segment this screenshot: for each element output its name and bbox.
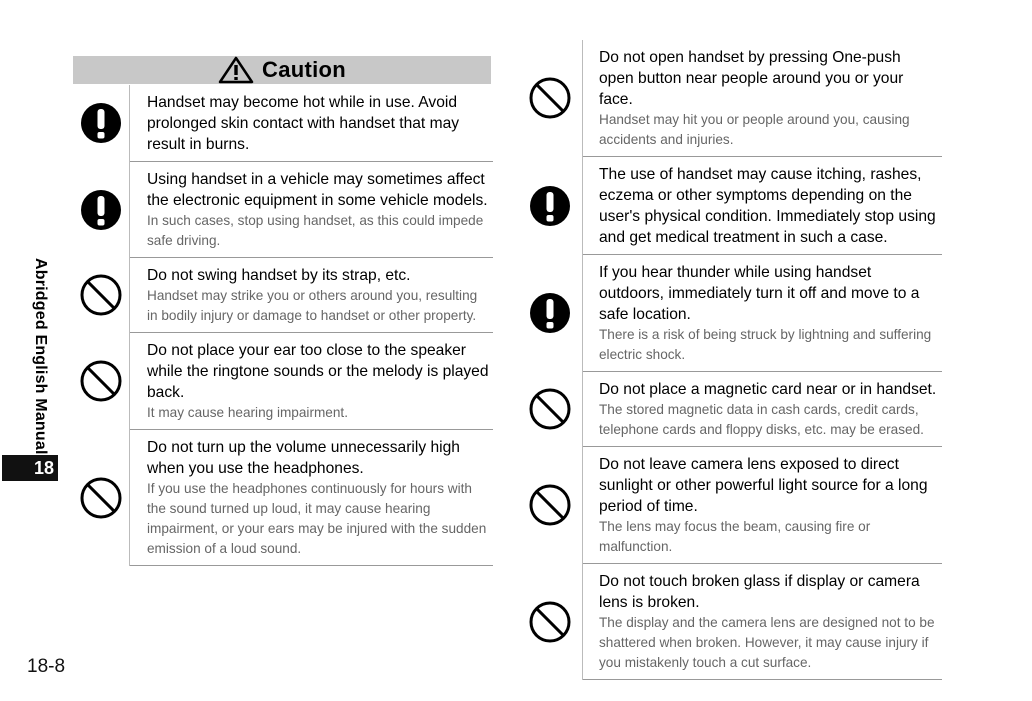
caution-item-detail: Handset may hit you or people around you, causing accidents and injuries.: [599, 112, 910, 147]
caution-item-detail: Handset may strike you or others around you, resulting in bodily injury or damage to handset or other property.: [147, 288, 478, 323]
caution-item-heading: If you hear thunder while using handset outdoors, immediately turn it off and move to a safe location.: [599, 264, 920, 323]
chapter-tab: 18: [2, 455, 58, 481]
prohibited-icon: [528, 76, 572, 120]
caution-item-heading: Do not place your ear too close to the speaker while the ringtone sounds or the melody is played back.: [147, 342, 489, 401]
prohibited-icon: [528, 600, 572, 644]
caution-item: [583, 157, 942, 255]
prohibited-icon: [528, 483, 572, 527]
caution-item: [130, 85, 493, 162]
caution-item-detail: The stored magnetic data in cash cards, credit cards, telephone cards and floppy disks, etc. may be erased.: [599, 402, 924, 437]
caution-item: [583, 255, 942, 372]
left-rows: [129, 85, 493, 566]
caution-item-heading: The use of handset may cause itching, rashes, eczema or other symptoms depending on the user's physical condition. Immediately stop using and get medical treatment in such a case.: [599, 166, 936, 246]
right-column: [522, 40, 942, 680]
caution-item-detail: The lens may focus the beam, causing fire or malfunction.: [599, 519, 871, 554]
caution-item-heading: Do not turn up the volume unnecessarily high when you use the headphones.: [147, 439, 460, 477]
prohibited-icon: [79, 273, 123, 317]
caution-item-detail: If you use the headphones continuously for hours with the sound turned up loud, it may cause hearing impairment, or your ears may be injured with the sudden emission of a loud sound.: [147, 481, 487, 556]
caution-item-detail: There is a risk of being struck by lightning and suffering electric shock.: [599, 327, 932, 362]
prohibited-icon: [528, 387, 572, 431]
caution-item: [583, 372, 942, 447]
caution-item-heading: Handset may become hot while in use. Avoid prolonged skin contact with handset that may result in burns.: [147, 94, 460, 153]
page-number: 18-8: [27, 656, 66, 677]
mandatory-action-icon: [528, 184, 572, 228]
caution-item-heading: Do not touch broken glass if display or camera lens is broken.: [599, 573, 920, 611]
caution-item: [583, 40, 942, 157]
caution-item-heading: Do not swing handset by its strap, etc.: [147, 267, 411, 284]
caution-item: [130, 430, 493, 566]
caution-item-detail: It may cause hearing impairment.: [147, 405, 348, 420]
caution-item: [130, 162, 493, 258]
caution-item: [583, 564, 942, 680]
left-column: [73, 85, 493, 566]
right-rows: [582, 40, 942, 680]
caution-item: [130, 258, 493, 333]
warning-triangle-icon: [218, 56, 254, 84]
caution-item-heading: Do not open handset by pressing One-push open button near people around you or your face.: [599, 49, 904, 108]
mandatory-action-icon: [79, 101, 123, 145]
caution-item: [583, 447, 942, 564]
caution-item-heading: Do not leave camera lens exposed to direct sunlight or other powerful light source for a long period of time.: [599, 456, 928, 515]
prohibited-icon: [79, 476, 123, 520]
caution-item-heading: Using handset in a vehicle may sometimes affect the electronic equipment in some vehicle models.: [147, 171, 488, 209]
caution-item-detail: In such cases, stop using handset, as this could impede safe driving.: [147, 213, 484, 248]
caution-item-detail: The display and the camera lens are designed not to be shattered when broken. However, it may cause injury if you mistakenly touch a cut surface.: [599, 615, 935, 670]
prohibited-icon: [79, 359, 123, 403]
caution-header: [73, 56, 491, 84]
mandatory-action-icon: [528, 291, 572, 335]
caution-title: Caution: [262, 57, 346, 82]
caution-item-heading: Do not place a magnetic card near or in handset.: [599, 381, 937, 398]
caution-item: [130, 333, 493, 430]
chapter-side-label: Abridged English Manual: [32, 258, 49, 455]
mandatory-action-icon: [79, 188, 123, 232]
